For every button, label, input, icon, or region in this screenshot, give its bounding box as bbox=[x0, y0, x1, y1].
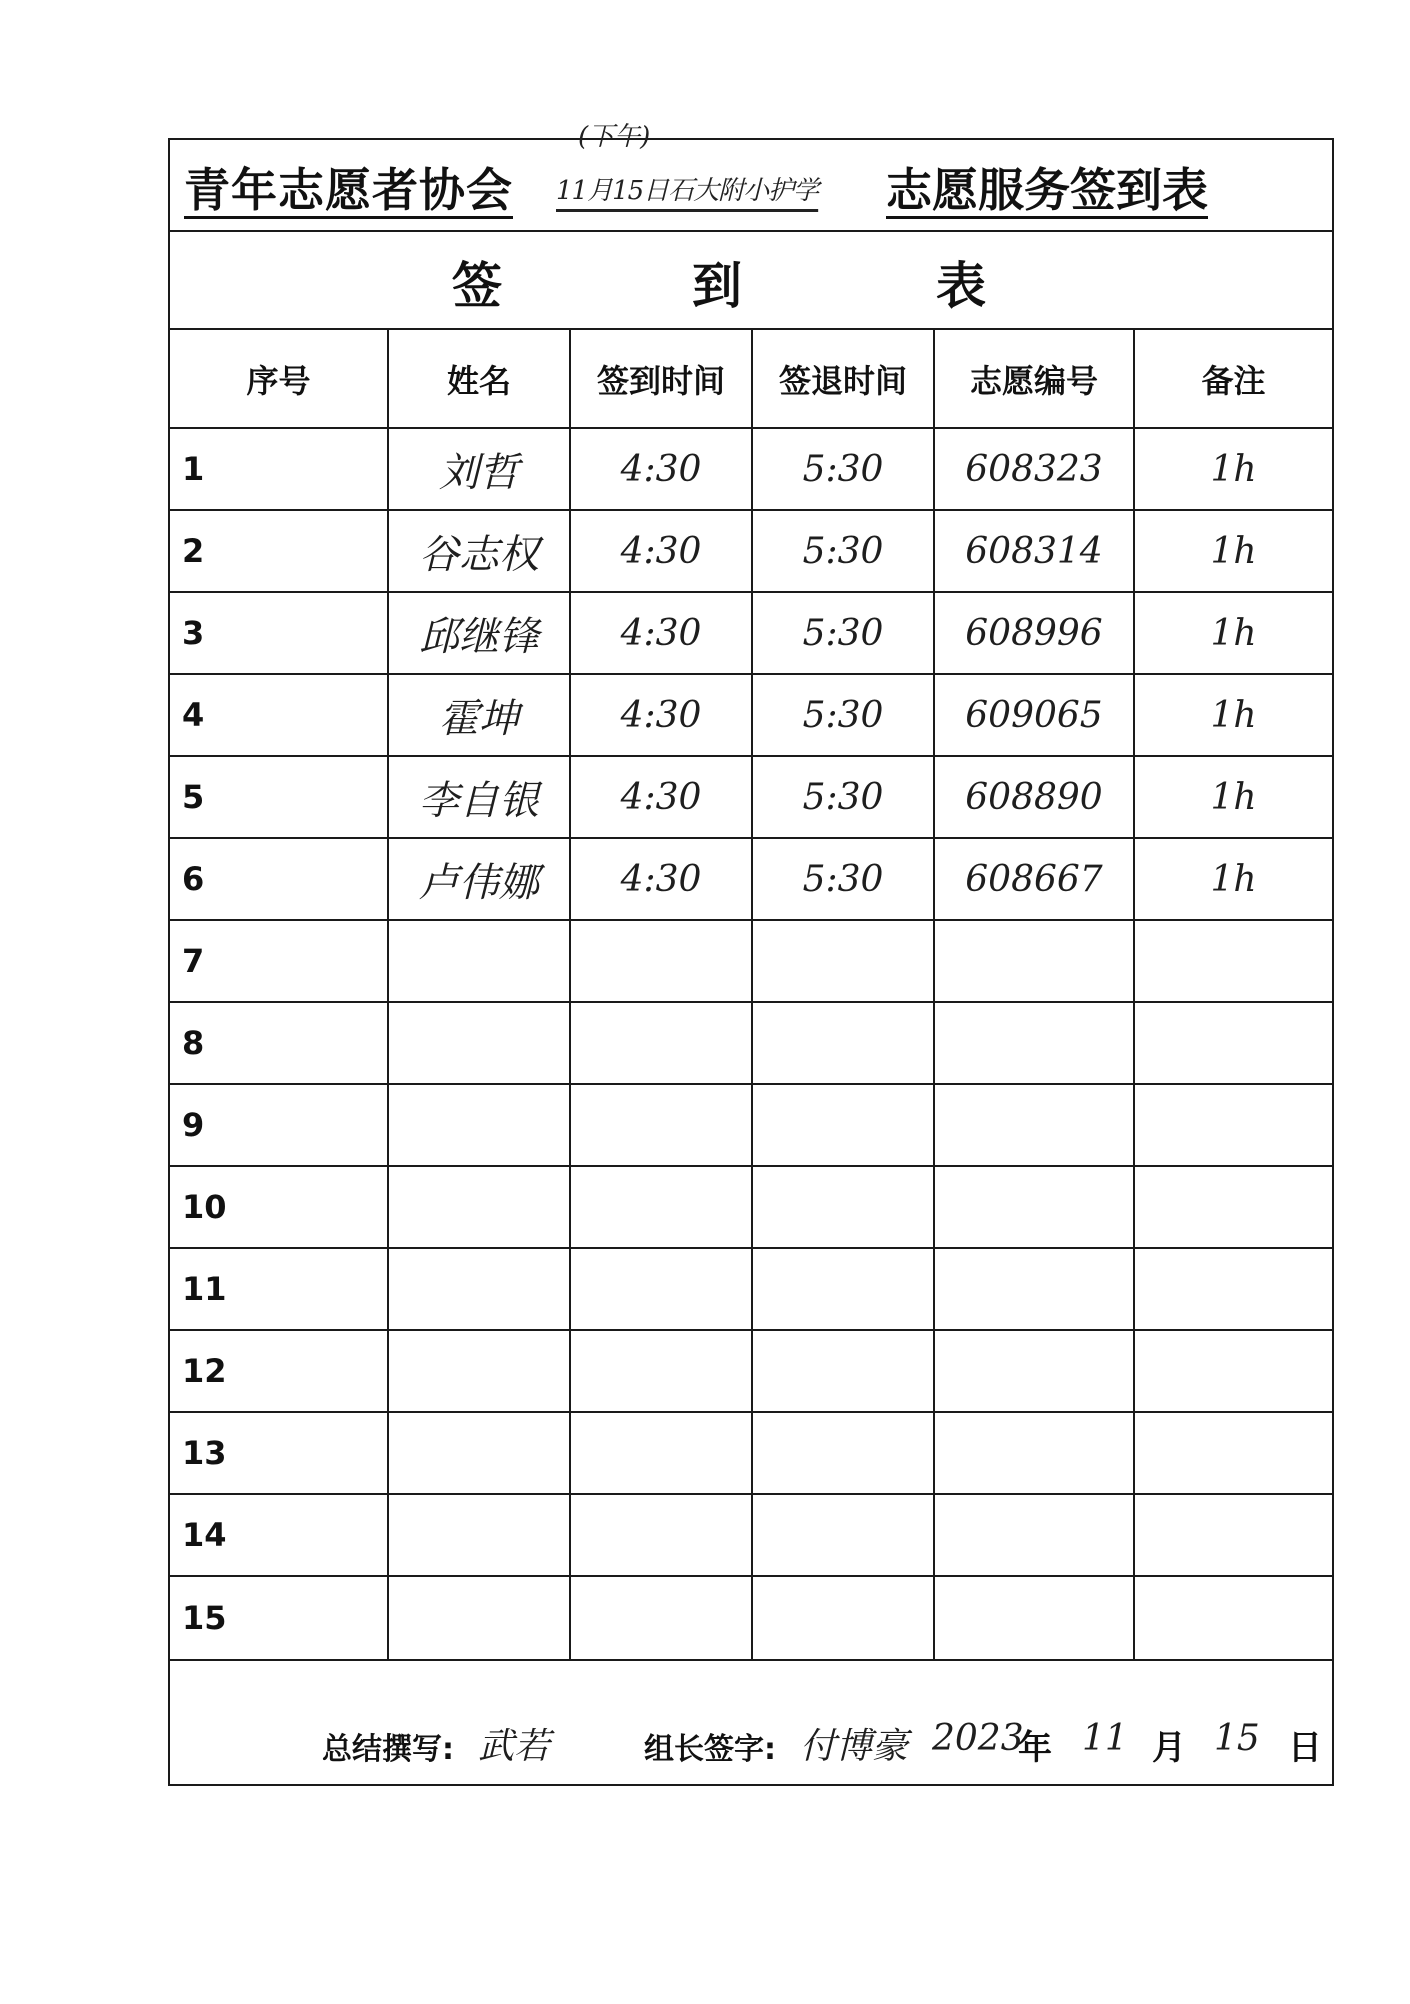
date-year: 2023 bbox=[932, 1718, 1024, 1759]
volunteer-id-cell bbox=[934, 1576, 1134, 1660]
sign-out-time-cell bbox=[752, 1084, 934, 1166]
volunteer-id-cell bbox=[934, 1166, 1134, 1248]
table-header-row bbox=[170, 330, 1332, 428]
table-row bbox=[170, 1166, 1332, 1248]
notes-cell: 1h bbox=[1134, 428, 1332, 510]
name-cell bbox=[388, 1166, 570, 1248]
sign-in-time-cell bbox=[570, 1166, 752, 1248]
table-row bbox=[170, 920, 1332, 1002]
heading-char-2: 到 bbox=[692, 257, 742, 315]
name-cell: 李自银 bbox=[388, 756, 570, 838]
name-cell bbox=[388, 1248, 570, 1330]
row-number: 3 bbox=[170, 592, 388, 674]
row-number: 10 bbox=[170, 1166, 388, 1248]
sign-out-time-cell bbox=[752, 1494, 934, 1576]
form-title: 志愿服务签到表 bbox=[886, 163, 1208, 217]
table-row bbox=[170, 1248, 1332, 1330]
row-number: 11 bbox=[170, 1248, 388, 1330]
row-number: 5 bbox=[170, 756, 388, 838]
row-number: 6 bbox=[170, 838, 388, 920]
group-leader-signature: 付博豪 bbox=[800, 1726, 909, 1767]
notes-cell bbox=[1134, 1576, 1332, 1660]
volunteer-id-cell bbox=[934, 1494, 1134, 1576]
sign-out-time-cell bbox=[752, 1412, 934, 1494]
table-row bbox=[170, 510, 1332, 592]
name-cell: 刘哲 bbox=[388, 428, 570, 510]
sign-out-time-cell: 5:30 bbox=[752, 592, 934, 674]
notes-cell bbox=[1134, 920, 1332, 1002]
sign-in-time-cell: 4:30 bbox=[570, 756, 752, 838]
sign-in-time-cell bbox=[570, 920, 752, 1002]
name-cell: 邱继锋 bbox=[388, 592, 570, 674]
notes-cell bbox=[1134, 1248, 1332, 1330]
title-row bbox=[170, 122, 1332, 232]
sign-out-time-cell: 5:30 bbox=[752, 428, 934, 510]
sign-in-time-cell bbox=[570, 1248, 752, 1330]
sign-in-time-cell bbox=[570, 1494, 752, 1576]
column-header-number: 序号 bbox=[170, 330, 388, 428]
name-cell bbox=[388, 1084, 570, 1166]
table-row bbox=[170, 592, 1332, 674]
heading-char-1: 签 bbox=[452, 257, 502, 315]
sign-in-time-cell: 4:30 bbox=[570, 428, 752, 510]
table-row bbox=[170, 1084, 1332, 1166]
name-cell: 卢伟娜 bbox=[388, 838, 570, 920]
name-cell bbox=[388, 1576, 570, 1660]
day-unit: 日 bbox=[1288, 1728, 1322, 1768]
table-row bbox=[170, 1002, 1332, 1084]
signature-footer bbox=[170, 1698, 1332, 1784]
sign-in-time-cell: 4:30 bbox=[570, 510, 752, 592]
month-unit: 月 bbox=[1152, 1728, 1186, 1768]
group-leader-label: 组长签字: bbox=[644, 1732, 776, 1767]
sign-out-time-cell bbox=[752, 1166, 934, 1248]
row-number: 7 bbox=[170, 920, 388, 1002]
notes-cell: 1h bbox=[1134, 674, 1332, 756]
name-cell bbox=[388, 1330, 570, 1412]
table-row bbox=[170, 838, 1332, 920]
row-number: 12 bbox=[170, 1330, 388, 1412]
sign-out-time-cell bbox=[752, 1330, 934, 1412]
summary-writer-signature: 武若 bbox=[478, 1726, 551, 1767]
notes-cell: 1h bbox=[1134, 838, 1332, 920]
sign-in-time-cell bbox=[570, 1412, 752, 1494]
volunteer-id-cell: 608890 bbox=[934, 756, 1134, 838]
volunteer-id-cell bbox=[934, 1330, 1134, 1412]
year-unit: 年 bbox=[1018, 1728, 1052, 1768]
table-row bbox=[170, 1494, 1332, 1576]
name-cell bbox=[388, 920, 570, 1002]
volunteer-id-cell: 609065 bbox=[934, 674, 1134, 756]
row-number: 14 bbox=[170, 1494, 388, 1576]
table-row bbox=[170, 1330, 1332, 1412]
event-time-note: (下午) bbox=[578, 122, 651, 152]
row-number: 4 bbox=[170, 674, 388, 756]
row-number: 1 bbox=[170, 428, 388, 510]
notes-cell: 1h bbox=[1134, 756, 1332, 838]
volunteer-id-cell bbox=[934, 920, 1134, 1002]
heading-char-3: 表 bbox=[936, 257, 986, 315]
notes-cell bbox=[1134, 1002, 1332, 1084]
volunteer-id-cell bbox=[934, 1002, 1134, 1084]
notes-cell: 1h bbox=[1134, 510, 1332, 592]
sign-out-time-cell: 5:30 bbox=[752, 756, 934, 838]
sign-out-time-cell bbox=[752, 1248, 934, 1330]
volunteer-id-cell: 608323 bbox=[934, 428, 1134, 510]
sign-out-time-cell: 5:30 bbox=[752, 674, 934, 756]
sign-in-time-cell bbox=[570, 1002, 752, 1084]
name-cell: 霍坤 bbox=[388, 674, 570, 756]
volunteer-id-cell bbox=[934, 1084, 1134, 1166]
volunteer-id-cell bbox=[934, 1248, 1134, 1330]
sign-out-time-cell: 5:30 bbox=[752, 510, 934, 592]
name-cell bbox=[388, 1412, 570, 1494]
notes-cell bbox=[1134, 1166, 1332, 1248]
row-number: 2 bbox=[170, 510, 388, 592]
sign-out-time-cell bbox=[752, 920, 934, 1002]
notes-cell: 1h bbox=[1134, 592, 1332, 674]
notes-cell bbox=[1134, 1494, 1332, 1576]
date-day: 15 bbox=[1214, 1718, 1260, 1759]
row-number: 8 bbox=[170, 1002, 388, 1084]
name-cell bbox=[388, 1494, 570, 1576]
sign-in-time-cell: 4:30 bbox=[570, 838, 752, 920]
row-number: 15 bbox=[170, 1576, 388, 1660]
sign-in-time-cell bbox=[570, 1084, 752, 1166]
date-month: 11 bbox=[1082, 1718, 1128, 1759]
summary-writer-label: 总结撰写: bbox=[322, 1732, 454, 1767]
column-header-sign-in-time: 签到时间 bbox=[570, 330, 752, 428]
sign-out-time-cell: 5:30 bbox=[752, 838, 934, 920]
volunteer-id-cell bbox=[934, 1412, 1134, 1494]
notes-cell bbox=[1134, 1084, 1332, 1166]
sign-in-time-cell bbox=[570, 1330, 752, 1412]
table-row bbox=[170, 756, 1332, 838]
volunteer-id-cell: 608996 bbox=[934, 592, 1134, 674]
name-cell: 谷志权 bbox=[388, 510, 570, 592]
volunteer-id-cell: 608314 bbox=[934, 510, 1134, 592]
event-description: 11月15日石大附小护学 bbox=[556, 176, 819, 206]
sign-in-time-cell: 4:30 bbox=[570, 674, 752, 756]
row-number: 9 bbox=[170, 1084, 388, 1166]
column-header-notes: 备注 bbox=[1134, 330, 1332, 428]
sign-in-time-cell: 4:30 bbox=[570, 592, 752, 674]
column-header-sign-out-time: 签退时间 bbox=[752, 330, 934, 428]
heading-row bbox=[170, 232, 1332, 330]
name-cell bbox=[388, 1002, 570, 1084]
column-header-name: 姓名 bbox=[388, 330, 570, 428]
sign-in-sheet bbox=[168, 122, 1334, 1786]
sign-in-table bbox=[170, 330, 1332, 1661]
sign-out-time-cell bbox=[752, 1002, 934, 1084]
table-row bbox=[170, 674, 1332, 756]
table-row bbox=[170, 428, 1332, 510]
org-name: 青年志愿者协会 bbox=[184, 163, 513, 217]
sign-in-time-cell bbox=[570, 1576, 752, 1660]
table-row bbox=[170, 1576, 1332, 1660]
notes-cell bbox=[1134, 1330, 1332, 1412]
notes-cell bbox=[1134, 1412, 1332, 1494]
column-header-volunteer-id: 志愿编号 bbox=[934, 330, 1134, 428]
table-row bbox=[170, 1412, 1332, 1494]
sign-out-time-cell bbox=[752, 1576, 934, 1660]
row-number: 13 bbox=[170, 1412, 388, 1494]
volunteer-id-cell: 608667 bbox=[934, 838, 1134, 920]
